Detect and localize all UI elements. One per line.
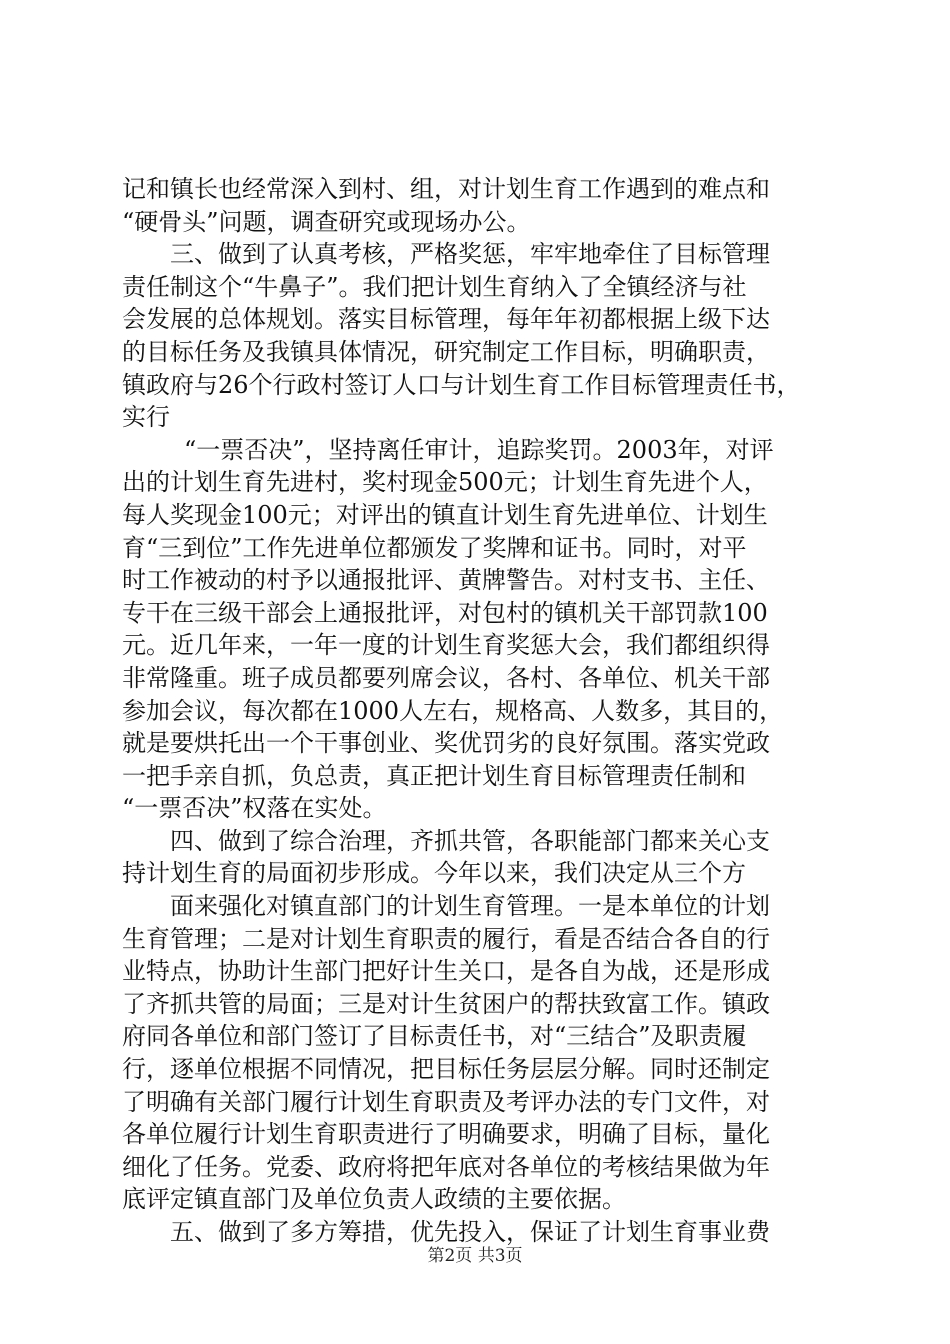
text-line: 业特点，协助计生部门把好计生关口，是各自为战，还是形成	[122, 957, 770, 986]
text-line: 非常隆重。班子成员都要列席会议，各村、各单位、机关干部	[122, 663, 770, 692]
text-line: 实行	[122, 403, 170, 432]
text-line: 就是要烘托出一个干事创业、奖优罚劣的良好氛围。落实党政	[122, 729, 770, 758]
text-line: 行，逐单位根据不同情况，把目标任务层层分解。同时还制定	[122, 1055, 770, 1084]
text-line: 育“三到位”工作先进单位都颁发了奖牌和证书。同时，对平	[122, 533, 747, 562]
text-line: 每人奖现金100元；对评出的镇直计划生育先进单位、计划生	[122, 500, 768, 529]
text-line: “硬骨头”问题，调查研究或现场办公。	[122, 207, 531, 236]
paragraph-start-line: 四、做到了综合治理，齐抓共管，各职能部门都来关心支	[170, 826, 770, 855]
text-line: 出的计划生育先进村，奖村现金500元；计划生育先进个人，	[122, 468, 768, 497]
text-line: 了齐抓共管的局面；三是对计生贫困户的帮扶致富工作。镇政	[122, 989, 770, 1018]
text-line: 记和镇长也经常深入到村、组，对计划生育工作遇到的难点和	[122, 175, 770, 203]
text-line: 细化了任务。党委、政府将把年底对各单位的考核结果做为年	[122, 1152, 770, 1181]
text-line: 时工作被动的村予以通报批评、黄牌警告。对村支书、主任、	[122, 566, 770, 595]
text-line: 了明确有关部门履行计划生育职责及考评办法的专门文件，对	[122, 1087, 770, 1116]
paragraph-start-line: “一票否决”，坚持离任审计，追踪奖罚。2003年，对评	[184, 435, 774, 464]
text-line: 专干在三级干部会上通报批评，对包村的镇机关干部罚款100	[122, 598, 768, 627]
body-text	[122, 173, 834, 1249]
page-number-footer: 第2页 共3页	[427, 1246, 523, 1266]
text-line: 会发展的总体规划。落实目标管理，每年年初都根据上级下达	[122, 305, 770, 334]
text-line: 元。近几年来，一年一度的计划生育奖惩大会，我们都组织得	[122, 631, 770, 660]
text-line: 一把手亲自抓，负总责，真正把计划生育目标管理责任制和	[122, 761, 746, 790]
text-line: “一票否决”权落在实处。	[122, 794, 387, 823]
text-line: 各单位履行计划生育职责进行了明确要求，明确了目标，量化	[122, 1120, 770, 1149]
paragraph-start-line: 三、做到了认真考核，严格奖惩，牢牢地牵住了目标管理	[170, 240, 770, 269]
text-line: 镇政府与26个行政村签订人口与计划生育工作目标管理责任书，	[122, 370, 801, 399]
text-line: 责任制这个“牛鼻子”。我们把计划生育纳入了全镇经济与社	[122, 272, 747, 301]
paragraph-start-line: 面来强化对镇直部门的计划生育管理。一是本单位的计划	[170, 892, 770, 921]
text-line: 的目标任务及我镇具体情况，研究制定工作目标，明确职责，	[122, 337, 770, 366]
text-line: 府同各单位和部门签订了目标责任书，对“三结合”及职责履	[122, 1022, 747, 1051]
text-line: 底评定镇直部门及单位负责人政绩的主要依据。	[122, 1185, 626, 1214]
text-line: 生育管理；二是对计划生育职责的履行，看是否结合各自的行	[122, 924, 770, 953]
text-line: 持计划生育的局面初步形成。今年以来，我们决定从三个方	[122, 859, 746, 888]
paragraph-start-line: 五、做到了多方筹措，优先投入，保证了计划生育事业费	[170, 1218, 770, 1246]
text-line: 参加会议，每次都在1000人左右，规格高、人数多，其目的，	[122, 696, 784, 725]
